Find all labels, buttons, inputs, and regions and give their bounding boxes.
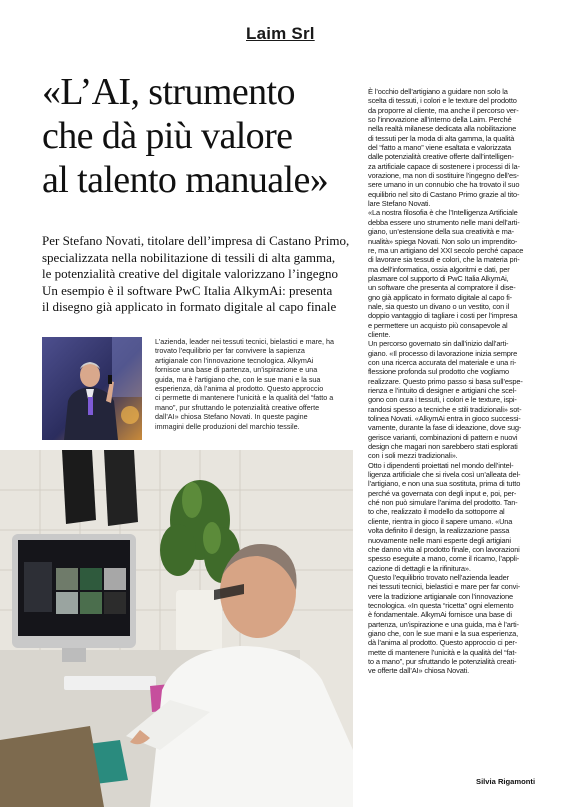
- article-line: l’artigiano, e non una sua sostituta, prima di tutto: [368, 479, 521, 489]
- article-line: che danno vita al prodotto finale, con lavorazioni: [368, 544, 520, 554]
- caption-line: trovato l’equilibrio per far convivere la sapienza: [155, 346, 305, 356]
- caption-line: dall’AI» chiosa Stefano Novati. In queste pagine: [155, 412, 308, 422]
- article-line: giano che, con le sue mani e la sua esperienza,: [368, 628, 519, 638]
- article-line: un software che presenta al compratore il dise-: [368, 283, 516, 293]
- article-line: è fondamentale. AlkymAi fornisce una base di: [368, 610, 512, 620]
- article-line: ma dell’informatica, ossia algoritmi e dati, per: [368, 264, 510, 274]
- article-line: ligenza artificiale che si rivela così un’alleata del-: [368, 470, 521, 480]
- article-line: doppio vantaggio di tagliare i costi per l’impresa: [368, 311, 518, 321]
- article-line: rienza e l’intuito di designer e artigiani che scel-: [368, 386, 517, 395]
- article-line: con i soli mezzi tradizionali».: [368, 451, 458, 461]
- article-line: partenza, un’ispirazione e una guida, ma è l’arti-: [368, 619, 519, 629]
- caption-line: mano”, pur sfruttando le potenzialità creative offerte: [155, 402, 320, 412]
- article-line: gerisce varianti, combinazioni di pattern e nuovi: [368, 432, 518, 442]
- caption-line: fornisce una base di partenza, un’ispirazione e una: [155, 365, 318, 375]
- headline-line: che dà più valore: [42, 115, 293, 157]
- article-line: con una ricerca accurata del materiale e una ri-: [368, 357, 517, 367]
- photo-caption: [155, 337, 350, 431]
- standfirst: [42, 233, 350, 316]
- article-line: re, ma un artigiano del XXI secolo perché capace: [368, 245, 524, 255]
- article-line: vorazione, ma non di sostituire l’ingegno dell’es-: [368, 171, 519, 181]
- standfirst-line: Un esempio è il software PwC Italia AlkymAi: presenta: [42, 282, 333, 298]
- article-line: nuovamente nelle mani esperte degli artigiani: [368, 535, 511, 545]
- article-line: nella realtà milanese dedicata alla nobilitazione: [368, 124, 517, 134]
- caption-line: L’azienda, leader nei tessuti tecnici, bielastici e mare, ha: [155, 337, 334, 346]
- standfirst-line: Per Stefano Novati, titolare dell’impresa di Castano Primo,: [42, 233, 350, 248]
- standfirst-line: le potenzialità creative del digitale valorizzano l’ingegno: [42, 266, 338, 282]
- article-line: so l’innovazione all’interno della Laim. Perché: [368, 115, 512, 125]
- article-line: ché non può simulare l’anima del prodotto. Tan-: [368, 498, 518, 508]
- article-line: za artificiale capace di sostenere i processi di la-: [368, 161, 520, 171]
- article-line: gno già applicato in formato digitale al capo fi-: [368, 292, 512, 302]
- article-line: sere umano in un connubio che ha trovato il suo: [368, 180, 520, 190]
- article-line: «La nostra filosofia è che l’Intelligenza Artificiale: [368, 208, 518, 218]
- workshop-photo: [0, 450, 353, 807]
- speaker-illustration: [42, 337, 142, 440]
- article-body: [368, 87, 568, 676]
- article-line: flessione profonda sul prodotto che vogliamo: [368, 367, 510, 377]
- article-line: volta definito il design, la realizzazione passa: [368, 526, 510, 536]
- standfirst-line: il disegno già applicato in formato digitale al capo finale: [42, 299, 337, 315]
- article-line: ve offerte dall’AI» chiosa Novati.: [368, 666, 470, 676]
- headline-line: al talento manuale»: [42, 159, 329, 201]
- article-line: di lavorare sia tessuti e colori, che la materia pri-: [368, 255, 520, 265]
- article-line: vamente, durante la fase di ideazione, dove sug-: [368, 423, 522, 433]
- publication-brand: Laim Srl: [246, 24, 315, 43]
- workshop-illustration: [0, 450, 353, 807]
- article-line: design che magari non sarebbero stati esplorati: [368, 442, 518, 452]
- article-line: da proporre al cliente, ma anche il percorso ver-: [368, 105, 519, 115]
- headline-line: «L’AI, strumento: [42, 71, 295, 113]
- caption-line: ci permette di mantenere l’unicità e la qualità del “fatto a: [155, 393, 334, 403]
- article-line: e permettere un acquisto più consapevole al: [368, 320, 508, 330]
- caption-line: immagini delle produzioni del marchio tessile.: [155, 421, 300, 431]
- article-line: dalle potenzialità creative offerte dall’intelligen-: [368, 152, 514, 162]
- article-line: nualità» spiega Novati. Non solo un imprendito-: [368, 236, 518, 246]
- article-line: Questo l’equilibrio trovato nell’azienda leader: [368, 572, 509, 582]
- article-line: plasmare col supporto di PwC Italia AlkymAi,: [368, 273, 509, 283]
- author-signature: Silvia Rigamonti: [476, 777, 536, 786]
- article-line: gono con cura i tessuti, i colori e le texture, ispi-: [368, 395, 517, 405]
- article-line: Otto i dipendenti proiettati nel mondo dell’intel-: [368, 460, 514, 470]
- article-line: È l’occhio dell’artigiano a guidare non solo la: [368, 87, 508, 96]
- article-line: di tessuti per la moda di alta gamma, la qualità: [368, 133, 515, 143]
- article-line: cliente.: [368, 329, 391, 339]
- article-line: nale, sia questo un divano o un vestito, con il: [368, 301, 509, 311]
- article-line: del “fatto a mano” viene esaltata e valorizzata: [368, 143, 512, 153]
- article-line: realizzare. Questo primo passo si basa sull’espe-: [368, 376, 523, 386]
- caption-line: guida, ma è l’artigiano che, con le sue mani e la sua: [155, 374, 321, 384]
- article-line: mette di mantenere l’unicità e la qualità del “fat-: [368, 647, 517, 657]
- article-line: equilibrio nel sito di Castano Primo grazie al tito-: [368, 189, 520, 199]
- speaker-photo: [42, 337, 142, 440]
- article-line: randosi spesso a tecniche e stili tradizionali» sot-: [368, 404, 522, 414]
- caption-line: esperienza, dà l’anima al prodotto. Questo approccio: [155, 384, 324, 394]
- article-line: Un percorso governato sin dall’inizio dall’arti-: [368, 339, 509, 349]
- article-line: tolinea Novati. «AlkymAi entra in gioco successi-: [368, 414, 521, 424]
- caption-line: artigianale con l’innovazione tecnologica. AlkymAi: [155, 355, 314, 365]
- article-line: nei tessuti tecnici, bielastici e mare per far convi-: [368, 582, 521, 592]
- article-line: giano, un’estensione della sua creatività e ma-: [368, 227, 514, 237]
- article-line: giano. «Il processo di lavorazione inizia sempre: [368, 348, 518, 358]
- article-line: scelta di tessuti, i colori e le texture del prodotto: [368, 96, 517, 106]
- article-line: cazione di dettagli e la rifinitura».: [368, 563, 471, 573]
- article-line: dà l’anima al prodotto. Questo approccio ci per-: [368, 638, 518, 648]
- article-line: debba essere uno strumento nelle mani dell’arti-: [368, 217, 520, 227]
- article-line: perché va governata con degli input e, poi, per-: [368, 488, 517, 498]
- article-line: spesso eseguite a mano, come il ricamo, l’appli-: [368, 554, 520, 564]
- article-line: to che, realizzato il modello da sottoporre al: [368, 507, 505, 517]
- article-line: lare Stefano Novati.: [368, 199, 431, 209]
- headline: [42, 70, 352, 202]
- article-line: tecnologica. «In questa “ricetta” ogni elemento: [368, 600, 514, 610]
- article-line: to a mano”, pur sfruttando le potenzialità creati-: [368, 656, 517, 666]
- article-line: vere la tradizione artigianale con l’innovazione: [368, 591, 513, 601]
- article-line: cliente, rientra in gioco il sapere umano. «Una: [368, 516, 513, 526]
- standfirst-line: specializzata nella nobilitazione di tessili di alta gamma,: [42, 249, 336, 265]
